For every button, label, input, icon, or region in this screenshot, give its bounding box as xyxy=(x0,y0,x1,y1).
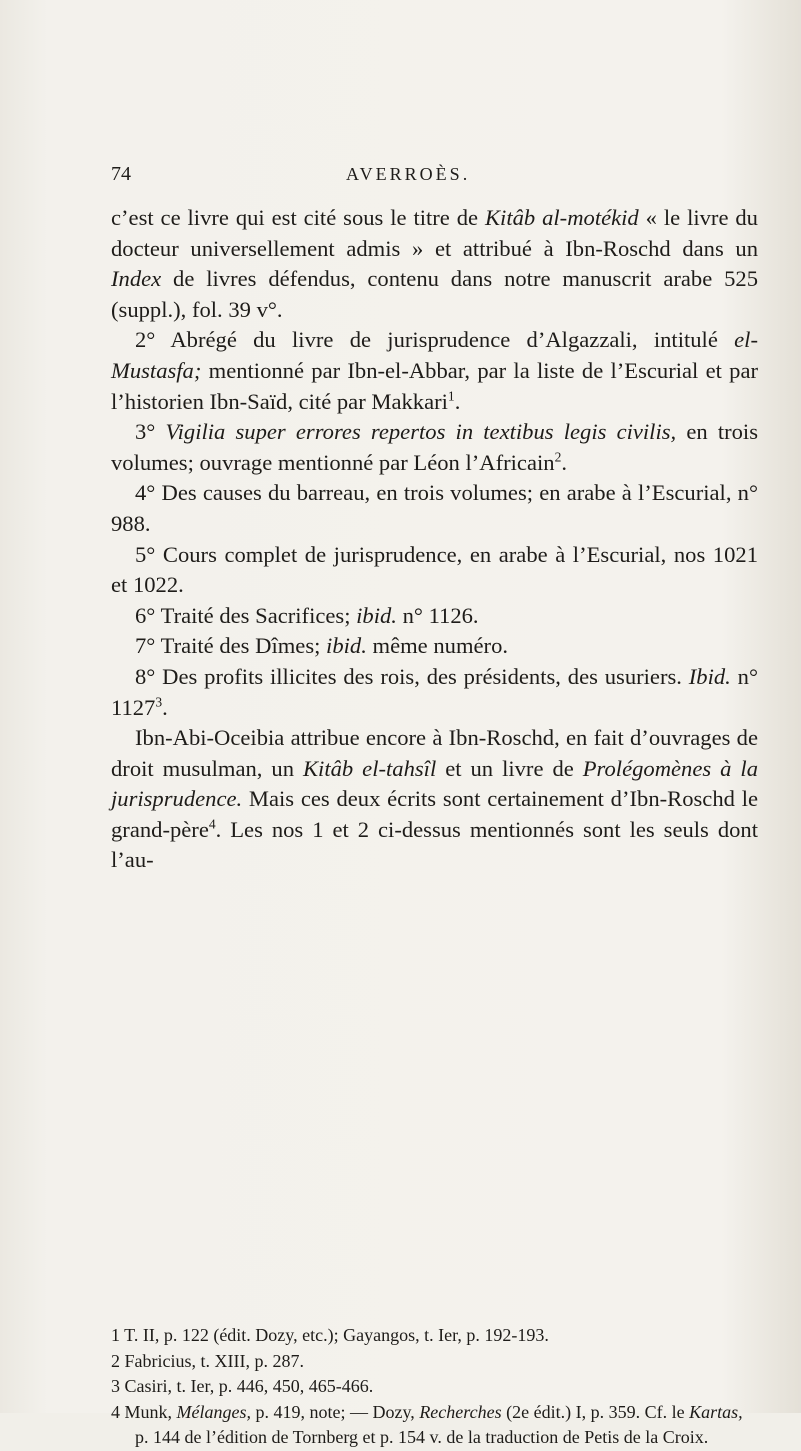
title-kitab-el-tahsil: Kitâb el-tahsîl xyxy=(302,755,437,781)
title-recherches: Recherches xyxy=(419,1401,502,1422)
paragraph-9 xyxy=(111,723,758,876)
title-melanges: Mélanges, xyxy=(176,1401,251,1422)
text: p. 419, note; — Dozy, xyxy=(251,1401,420,1422)
footnote-ref-1[interactable]: 1 xyxy=(447,388,455,404)
ibid: Ibid. xyxy=(688,663,731,689)
paragraph-2 xyxy=(111,325,758,417)
paragraph-4: 4° Des causes du barreau, en trois volumes; en arabe à l’Escurial, n° 988. xyxy=(111,480,758,536)
paragraph-5: 5° Cours complet de jurisprudence, en arabe à l’Escurial, nos 1021 et 1022. xyxy=(111,541,758,598)
footnote-ref-4[interactable]: 4 xyxy=(208,816,216,832)
paragraph-1 xyxy=(111,203,758,325)
text: mentionné par Ibn-el-Abbar, par la liste de l’Escurial et par l’historien Ibn-Saïd, cité par Makkari xyxy=(111,357,758,414)
text: 4 Munk, xyxy=(111,1401,177,1422)
paragraph-6 xyxy=(111,601,758,632)
text: (2e édit.) I, p. 359. Cf. le xyxy=(501,1401,690,1422)
text: de livres défendus, contenu dans notre manuscrit arabe 525 (suppl.), fol. 39 v°. xyxy=(111,266,758,322)
text: Ibn-Abi-Oceibia attribue encore à Ibn-Roschd, en fait d’ouvrages de droit musulman, un xyxy=(111,725,758,781)
title-el-mustasfa: el-Mustasfa; xyxy=(111,327,758,383)
footnote-2: 2 Fabricius, t. XIII, p. 287. xyxy=(111,1350,304,1371)
title-kartas: Kartas, xyxy=(689,1401,743,1422)
ibid: ibid. xyxy=(326,633,367,659)
footnote-4 xyxy=(111,1400,758,1451)
text: 3° xyxy=(135,419,166,445)
paragraph-7 xyxy=(111,631,758,662)
paragraph-3 xyxy=(111,417,758,478)
text: 6° Traité des Sacrifices; xyxy=(135,602,357,628)
ibid: ibid. xyxy=(356,602,397,628)
page-number: 74 xyxy=(111,163,131,185)
page-header xyxy=(111,163,751,193)
footnote-ref-2[interactable]: 2 xyxy=(554,449,562,465)
footnote-ref-3[interactable]: 3 xyxy=(155,693,163,709)
text: 8° Des profits illicites des rois, des présidents, des usuriers. xyxy=(135,663,689,689)
text: n° 1126. xyxy=(396,602,479,628)
title-vigilia: Vigilia super errores repertos in textibus legis civilis, xyxy=(165,419,677,445)
paragraph-8 xyxy=(111,662,758,723)
text: même numéro. xyxy=(366,633,509,659)
text: . xyxy=(162,694,168,720)
title-prolegomenes: Prolégomènes à la jurisprudence. xyxy=(111,755,758,812)
running-title: AVERROÈS. xyxy=(346,164,471,184)
text: . xyxy=(561,449,568,475)
text: n° 1127 xyxy=(111,663,758,720)
text: 2° Abrégé du livre de jurisprudence d’Algazzali, intitulé xyxy=(135,327,735,353)
text: en trois volumes; ouvrage mentionné par Léon l’Africain xyxy=(111,419,759,475)
text: c’est ce livre qui est cité sous le titre de xyxy=(111,205,485,230)
text: p. 144 de l’édition de Tornberg et p. 154 v. de la traduction de Petis de la Croix. xyxy=(135,1427,709,1447)
text: et un livre de xyxy=(436,755,583,781)
title-kitab-al-motekid: Kitâb al-motékid xyxy=(484,205,639,230)
text: Mais ces deux écrits sont certainement d’Ibn-Roschd le grand-père xyxy=(111,786,758,842)
footnote-3: 3 Casiri, t. Ier, p. 446, 450, 465-466. xyxy=(111,1376,374,1396)
italic-index: Index xyxy=(111,266,162,292)
text: . Les nos 1 et 2 ci-dessus mentionnés sont les seuls dont l’au- xyxy=(111,816,758,873)
footnote-1: 1 T. II, p. 122 (édit. Dozy, etc.); Gayangos, t. Ier, p. 192-193. xyxy=(111,1325,549,1345)
main-text xyxy=(111,203,758,876)
text: 7° Traité des Dîmes; xyxy=(135,633,327,659)
text: . xyxy=(454,388,461,414)
footnotes xyxy=(111,1323,758,1451)
text: « le livre du docteur universellement admis » et attribué à Ibn-Roschd dans un xyxy=(111,205,758,261)
